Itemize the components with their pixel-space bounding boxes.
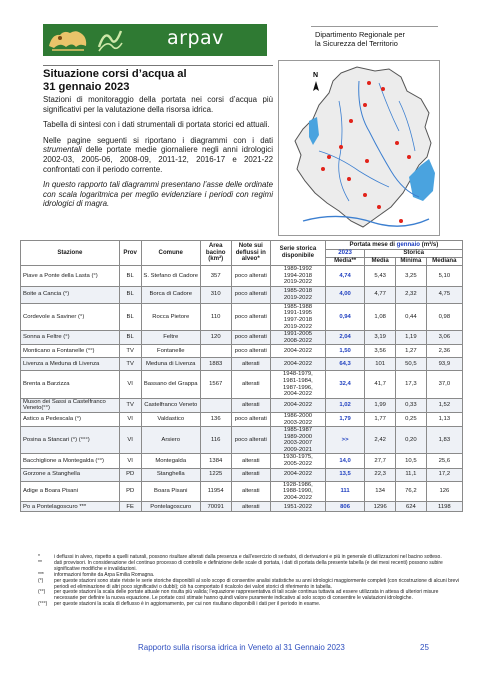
serie-period: 1997-2018 (283, 316, 313, 323)
cell-prov: BL (119, 331, 141, 345)
cell-prov: FE (119, 502, 141, 512)
col-serie: Serie storica disponibile (271, 241, 326, 266)
cell-prov: PD (119, 468, 141, 481)
cell-comune: Valdastico (141, 412, 200, 426)
cell-minima: 11,1 (396, 468, 427, 481)
cell-media2023: 32,4 (325, 371, 364, 398)
cell-minima: 0,33 (396, 398, 427, 412)
col-comune: Comune (141, 241, 200, 266)
cell-mediana: 1,52 (426, 398, 462, 412)
cell-note: alterati (231, 468, 270, 481)
table-row (21, 502, 463, 512)
cell-media: 3,19 (365, 331, 396, 345)
intro-paragraph: Tabella di sintesi con i dati strumentali di portata storici ed attuali. (43, 120, 270, 130)
footnote-key: ** (38, 559, 42, 566)
cell-area: 11954 (200, 481, 231, 502)
col-area: Area bacino (km²) (200, 241, 231, 266)
cell-mediana: 1,83 (426, 427, 462, 454)
col-prov: Prov (119, 241, 141, 266)
cell-stazione: Gorzone a Stanghella (21, 468, 120, 481)
cell-stazione: Livenza a Meduna di Livenza (21, 358, 120, 371)
cell-minima: 624 (396, 502, 427, 512)
table-row (21, 331, 463, 345)
north-arrow-icon (313, 72, 319, 91)
cell-note: alterati (231, 454, 270, 468)
cell-mediana: 93,9 (426, 358, 462, 371)
cell-serie (271, 331, 326, 345)
table-row (21, 371, 463, 398)
table-row (21, 303, 463, 330)
cell-stazione: Monticano a Fontanelle (°°) (21, 345, 120, 358)
cell-area (200, 345, 231, 358)
cell-minima: 3,25 (396, 266, 427, 287)
cell-note: alterati (231, 398, 270, 412)
serie-period: 1988-1990, (283, 488, 313, 495)
arpav-logo (43, 24, 267, 56)
serie-period: 2004-2022 (283, 348, 313, 355)
serie-period: 2004-2022 (283, 402, 313, 409)
cell-minima: 17,3 (396, 371, 427, 398)
col-storica: Storica (365, 250, 463, 258)
cell-area: 1384 (200, 454, 231, 468)
serie-period: 2019-2022 (283, 323, 313, 330)
cell-comune: Arsiero (141, 427, 200, 454)
serie-period: 1928-1986, (283, 481, 313, 488)
serie-period: 1989-1992 (283, 266, 313, 272)
cell-serie (271, 502, 326, 512)
col-media: Media (365, 258, 396, 266)
cell-area: 70091 (200, 502, 231, 512)
cell-comune: S. Stefano di Cadore (141, 266, 200, 287)
footer-text: Rapporto sulla risorsa idrica in Veneto al 31 Gennaio 2023 (138, 643, 345, 652)
cell-media: 41,7 (365, 371, 396, 398)
page-header (43, 24, 438, 58)
cell-prov: VI (119, 427, 141, 454)
serie-period: 2004-2022 (283, 391, 313, 398)
serie-period: 1989-2000 (283, 433, 313, 440)
cell-media: 2,42 (365, 427, 396, 454)
cell-media2023: >> (325, 427, 364, 454)
cell-note: alterati (231, 358, 270, 371)
cell-note: poco alterati (231, 286, 270, 303)
dept-rule (311, 26, 438, 27)
cell-mediana: 2,36 (426, 345, 462, 358)
footnote-text: per queste stazioni la scala delle portate attuale non risulta più valida; l’equazione rappresentativa di tali scale continua tuttavia ad essere utilizzata in attesa di ulteriori misure necessarie per definire la nuova equazione. Le portate così stimate hanno quindi valore puramente indicativo al solo scopo di consentire le valutazioni idrologiche. (54, 589, 439, 602)
cell-serie (271, 266, 326, 287)
col-mediana: Mediana (426, 258, 462, 266)
cell-prov: BL (119, 266, 141, 287)
cell-comune: Meduna di Livenza (141, 358, 200, 371)
cell-serie (271, 481, 326, 502)
svg-text:N: N (313, 72, 319, 79)
cell-mediana: 37,0 (426, 371, 462, 398)
cell-prov: BL (119, 303, 141, 330)
cell-area: 357 (200, 266, 231, 287)
cell-area: 136 (200, 412, 231, 426)
cell-media: 1296 (365, 502, 396, 512)
cell-area: 310 (200, 286, 231, 303)
cell-media: 1,77 (365, 412, 396, 426)
cell-comune: Borca di Cadore (141, 286, 200, 303)
intro-paragraph: In questo rapporto tali diagrammi presentano l’asse delle ordinate con scala logaritmica per meglio evidenziare i periodi con regimi idrologici di magra. (43, 180, 273, 209)
lion-icon (46, 26, 90, 54)
cell-media2023: 14,0 (325, 454, 364, 468)
cell-note: poco alterati (231, 331, 270, 345)
wave-icon (95, 25, 125, 55)
cell-mediana: 25,6 (426, 454, 462, 468)
cell-note: poco alterati (231, 427, 270, 454)
cell-serie (271, 427, 326, 454)
cell-note: poco alterati (231, 303, 270, 330)
table-row (21, 481, 463, 502)
cell-media: 22,3 (365, 468, 396, 481)
cell-minima: 10,5 (396, 454, 427, 468)
table-row (21, 266, 463, 287)
serie-period: 2003-2022 (283, 419, 313, 426)
cell-area: 116 (200, 427, 231, 454)
veneto-station-map (278, 60, 440, 236)
cell-stazione: Adige a Boara Pisani (21, 481, 120, 502)
department-name: Dipartimento Regionale per la Sicurezza del Territorio (315, 30, 405, 48)
cell-comune: Rocca Pietore (141, 303, 200, 330)
footnote-text: per queste stazioni sono state riviste le serie storiche disponibili al solo scopo di consentire analisi statistiche su anni idrologici maggiormente completi (con ricostruzione di alcuni brevi periodi ed eliminazione di altri poco significativi o dubbi); ciò ha comportato il ricalcolo dei valori storici di riferimento in tabella. (54, 577, 459, 590)
cell-comune: Pontelagoscuro (141, 502, 200, 512)
cell-area: 1883 (200, 358, 231, 371)
cell-media: 5,43 (365, 266, 396, 287)
cell-media: 3,56 (365, 345, 396, 358)
cell-comune: Montegalda (141, 454, 200, 468)
serie-period: 1948-1979, (283, 371, 313, 378)
cell-mediana: 17,2 (426, 468, 462, 481)
logo-text: arpav (167, 27, 224, 49)
col-minima: Minima (396, 258, 427, 266)
cell-area: 120 (200, 331, 231, 345)
serie-period: 2004-2022 (283, 494, 313, 501)
intro-text (43, 95, 273, 215)
cell-prov: TV (119, 358, 141, 371)
cell-stazione: Posina a Stancari (°) (°°°) (21, 427, 120, 454)
cell-minima: 50,5 (396, 358, 427, 371)
cell-media2023: 1,02 (325, 398, 364, 412)
cell-prov: VI (119, 454, 141, 468)
cell-mediana: 0,98 (426, 303, 462, 330)
cell-media2023: 1,79 (325, 412, 364, 426)
cell-serie (271, 358, 326, 371)
page-title: Situazione corsi d’acqua al 31 gennaio 2023 (43, 68, 187, 93)
serie-period: 2019-2022 (283, 294, 313, 301)
table-row (21, 454, 463, 468)
serie-period: 1986-2000 (283, 412, 313, 419)
serie-period: 1951-2022 (283, 503, 313, 510)
cell-mediana: 3,06 (426, 331, 462, 345)
cell-minima: 0,25 (396, 412, 427, 426)
footnote-text: per queste stazioni la scala di deflusso è in aggiornamento, per cui non risultano disponibili i dati per il periodo in esame. (54, 601, 321, 608)
table-row (21, 286, 463, 303)
cell-area: 1225 (200, 468, 231, 481)
serie-period: 2004-2022 (283, 471, 313, 478)
cell-media: 1,08 (365, 303, 396, 330)
cell-note: poco alterati (231, 412, 270, 426)
cell-serie (271, 468, 326, 481)
cell-stazione: Cordevole a Saviner (°) (21, 303, 120, 330)
footnote-text: informazioni fornite da Arpa Emilia Romagna. (54, 571, 155, 578)
cell-mediana: 5,10 (426, 266, 462, 287)
cell-note: alterati (231, 481, 270, 502)
col-stazione: Stazione (21, 241, 120, 266)
footnote-key: (°°) (38, 589, 46, 596)
cell-media2023: 806 (325, 502, 364, 512)
cell-comune: Stanghella (141, 468, 200, 481)
cell-prov: TV (119, 345, 141, 358)
serie-period: 2008-2022 (283, 337, 313, 344)
col-2023: 2023 (325, 250, 364, 258)
cell-media: 4,77 (365, 286, 396, 303)
cell-note: alterati (231, 371, 270, 398)
cell-serie (271, 345, 326, 358)
page-footer (0, 643, 480, 655)
cell-comune: Feltre (141, 331, 200, 345)
cell-serie (271, 454, 326, 468)
cell-serie (271, 398, 326, 412)
table-row (21, 412, 463, 426)
cell-stazione: Bacchiglione a Montegalda (°°) (21, 454, 120, 468)
cell-note: poco alterati (231, 266, 270, 287)
cell-serie (271, 303, 326, 330)
footnote (38, 602, 463, 608)
footnote-key: * (38, 554, 40, 560)
title-rule (43, 65, 273, 66)
cell-prov: VI (119, 371, 141, 398)
cell-stazione: Muson dei Sassi a Castelfranco Veneto(°°) (21, 398, 120, 412)
cell-area: 1567 (200, 371, 231, 398)
cell-prov: TV (119, 398, 141, 412)
cell-stazione: Boite a Cancia (°) (21, 286, 120, 303)
serie-period: 1991-1995 (283, 310, 313, 317)
serie-period: 1987-1996, (283, 384, 313, 391)
flow-table (20, 240, 463, 512)
cell-mediana: 126 (426, 481, 462, 502)
cell-mediana: 4,75 (426, 286, 462, 303)
cell-media2023: 111 (325, 481, 364, 502)
cell-prov: PD (119, 481, 141, 502)
cell-media2023: 2,04 (325, 331, 364, 345)
table-body (21, 266, 463, 512)
cell-minima: 1,27 (396, 345, 427, 358)
cell-stazione: Astico a Pedescala (°) (21, 412, 120, 426)
cell-minima: 2,32 (396, 286, 427, 303)
cell-serie (271, 371, 326, 398)
col-media-2023: Media** (325, 258, 364, 266)
serie-period: 2009-2021 (283, 446, 313, 453)
cell-media2023: 4,00 (325, 286, 364, 303)
cell-media2023: 64,3 (325, 358, 364, 371)
cell-media: 27,7 (365, 454, 396, 468)
cell-comune: Bassano del Grappa (141, 371, 200, 398)
cell-area: 110 (200, 303, 231, 330)
cell-media2023: 4,74 (325, 266, 364, 287)
table-row (21, 468, 463, 481)
cell-media: 1,99 (365, 398, 396, 412)
cell-note: alterati (231, 502, 270, 512)
intro-paragraph: Nelle pagine seguenti si riportano i diagrammi con i dati strumentali delle portate medie giornaliere negli anni idrologici 2002-03, 2005-06, 2008-09, 2011-12, 2016-17 e 2021-22 confrontati con il periodo corrente. (43, 135, 273, 174)
cell-prov: BL (119, 286, 141, 303)
cell-stazione: Sonna a Feltre (°) (21, 331, 120, 345)
serie-period: 1985-2018 (283, 288, 313, 295)
cell-stazione: Piave a Ponte della Lasta (°) (21, 266, 120, 287)
footnote-key: (°) (38, 577, 44, 584)
cell-media2023: 13,5 (325, 468, 364, 481)
serie-period: 1994-2018 (283, 272, 313, 279)
footnote (38, 561, 463, 573)
cell-serie (271, 412, 326, 426)
table-row (21, 398, 463, 412)
cell-media: 134 (365, 481, 396, 502)
footnote-text: dati provvisori. In considerazione del continuo processo di controllo e definizione delle scale di portata, i dati di portata della presente tabella (e dei mesi recenti) possono subire significative modifiche e invalidazioni. (54, 559, 443, 572)
cell-area (200, 398, 231, 412)
serie-period: 2004-2022 (283, 361, 313, 368)
table-row (21, 345, 463, 358)
map-graphic (279, 61, 441, 237)
intro-paragraph: Stazioni di monitoraggio della portata nei corsi d’acqua più significativi per la valutazione della risorsa idrica. (43, 95, 273, 114)
cell-minima: 0,44 (396, 303, 427, 330)
footnote-text: i deflussi in alveo, rispetto a quelli naturali, possono risultare alterati dalla presenza e dall’esercizio di serbatoi, di derivazioni e più in generale di utilizzazioni nel bacino sotteso. (54, 554, 442, 560)
cell-prov: VI (119, 412, 141, 426)
cell-minima: 1,19 (396, 331, 427, 345)
cell-stazione: Po a Pontelagoscuro *** (21, 502, 120, 512)
cell-media2023: 1,50 (325, 345, 364, 358)
cell-stazione: Brenta a Barzizza (21, 371, 120, 398)
serie-period: 2005-2022 (283, 461, 313, 468)
serie-period: 1985-1988 (283, 303, 313, 310)
serie-period: 1981-1984, (283, 377, 313, 384)
cell-comune: Fontanelle (141, 345, 200, 358)
footnote-key: *** (38, 571, 44, 578)
cell-serie (271, 286, 326, 303)
serie-period: 1991-2005 (283, 331, 313, 338)
footnote-key: (°°°) (38, 601, 48, 608)
cell-mediana: 1198 (426, 502, 462, 512)
serie-period: 1985-1987 (283, 427, 313, 434)
table-row (21, 427, 463, 454)
cell-mediana: 1,13 (426, 412, 462, 426)
cell-comune: Boara Pisani (141, 481, 200, 502)
cell-minima: 0,20 (396, 427, 427, 454)
col-note: Note sui deflussi in alveo* (231, 241, 270, 266)
cell-comune: Castelfranco Veneto (141, 398, 200, 412)
page-number: 25 (420, 643, 429, 652)
serie-period: 2019-2022 (283, 279, 313, 286)
serie-period: 1930-1975, (283, 454, 313, 461)
cell-media2023: 0,94 (325, 303, 364, 330)
cell-note: poco alterati (231, 345, 270, 358)
col-portata: Portata mese di gennaio (m³/s) (325, 241, 462, 250)
table-row (21, 358, 463, 371)
cell-minima: 76,2 (396, 481, 427, 502)
cell-media: 101 (365, 358, 396, 371)
footnotes (38, 555, 463, 608)
serie-period: 2003-2007 (283, 440, 313, 447)
